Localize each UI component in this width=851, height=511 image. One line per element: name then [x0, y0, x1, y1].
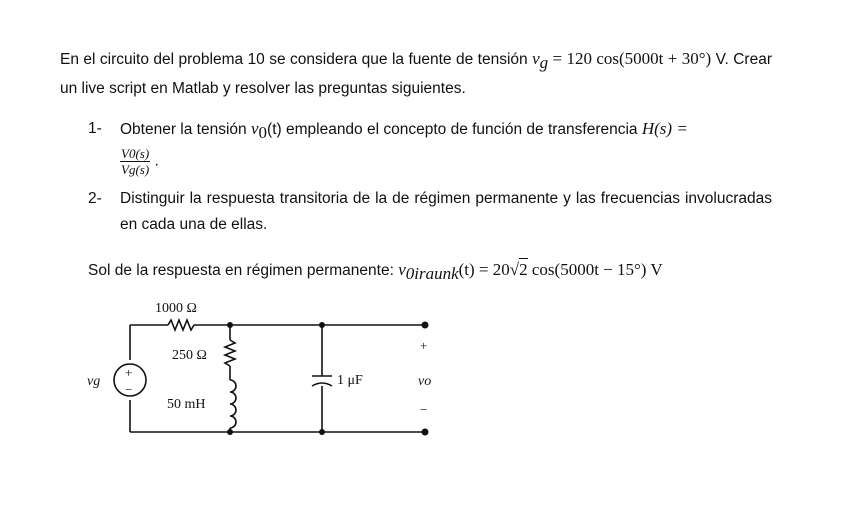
- question-2-text: Distinguir la respuesta transitoria de la de régimen permanente y las frecuencias involucradas en cada una de ellas.: [120, 190, 772, 233]
- solution-expr-after: cos(5000t − 15°) V: [527, 260, 663, 279]
- inductor-coil: [230, 380, 236, 428]
- resistor-250-label: 250 Ω: [172, 348, 207, 363]
- fraction-numerator: V0(s): [121, 146, 150, 162]
- resistor-250-zigzag: [225, 340, 235, 366]
- output-plus: +: [420, 338, 428, 353]
- source-label: vg: [87, 374, 101, 389]
- question-1-number: 1-: [88, 120, 102, 137]
- source-plus: +: [125, 365, 133, 380]
- vo-subscript: 0: [258, 123, 268, 143]
- capacitor-plate-bottom: [312, 383, 332, 386]
- output-minus: −: [420, 402, 428, 417]
- solution-expr-before: (t) = 20: [458, 260, 510, 279]
- resistor-1000-label: 1000 Ω: [155, 301, 197, 316]
- transfer-function-expr: H(s) =: [641, 119, 688, 138]
- solution-v-subscript: 0iraunk: [405, 264, 459, 284]
- intro-text-after: V. Crear un live script en Matlab y resolver las preguntas siguientes.: [60, 51, 772, 98]
- vo-symbol: v: [250, 119, 259, 138]
- capacitor-label: 1 μF: [337, 373, 363, 388]
- vg-expression: = 120 cos(5000t + 30°): [548, 49, 712, 68]
- vg-subscript: g: [539, 53, 549, 73]
- source-minus: −: [125, 382, 133, 397]
- resistor-1000-zigzag: [168, 320, 194, 330]
- question-1-text-mid: empleando el concepto de función de transferencia: [281, 121, 642, 138]
- output-label: vo: [418, 374, 432, 389]
- fraction-denominator: Vg(s): [121, 162, 150, 178]
- intro-text-before: En el circuito del problema 10 se considera que la fuente de tensión: [60, 51, 533, 68]
- inductor-label: 50 mH: [167, 397, 206, 412]
- question-1-text-before: Obtener la tensión: [120, 121, 251, 138]
- output-terminal-bottom: [422, 429, 429, 436]
- solution-v-symbol: v: [398, 260, 406, 279]
- output-terminal-top: [422, 322, 429, 329]
- question-1-end: .: [154, 152, 159, 170]
- solution-sqrt-arg: 2: [519, 260, 528, 279]
- solution-label: Sol de la respuesta en régimen permanente:: [88, 262, 399, 279]
- vg-symbol: v: [532, 49, 540, 68]
- solution-line: Sol de la respuesta en régimen permanente: $v_{0iraunk}(t) = 20√2$ cos(5000t − 15°) V: [88, 260, 663, 284]
- question-2-number: 2-: [88, 190, 102, 207]
- vo-argument: (t): [267, 121, 282, 138]
